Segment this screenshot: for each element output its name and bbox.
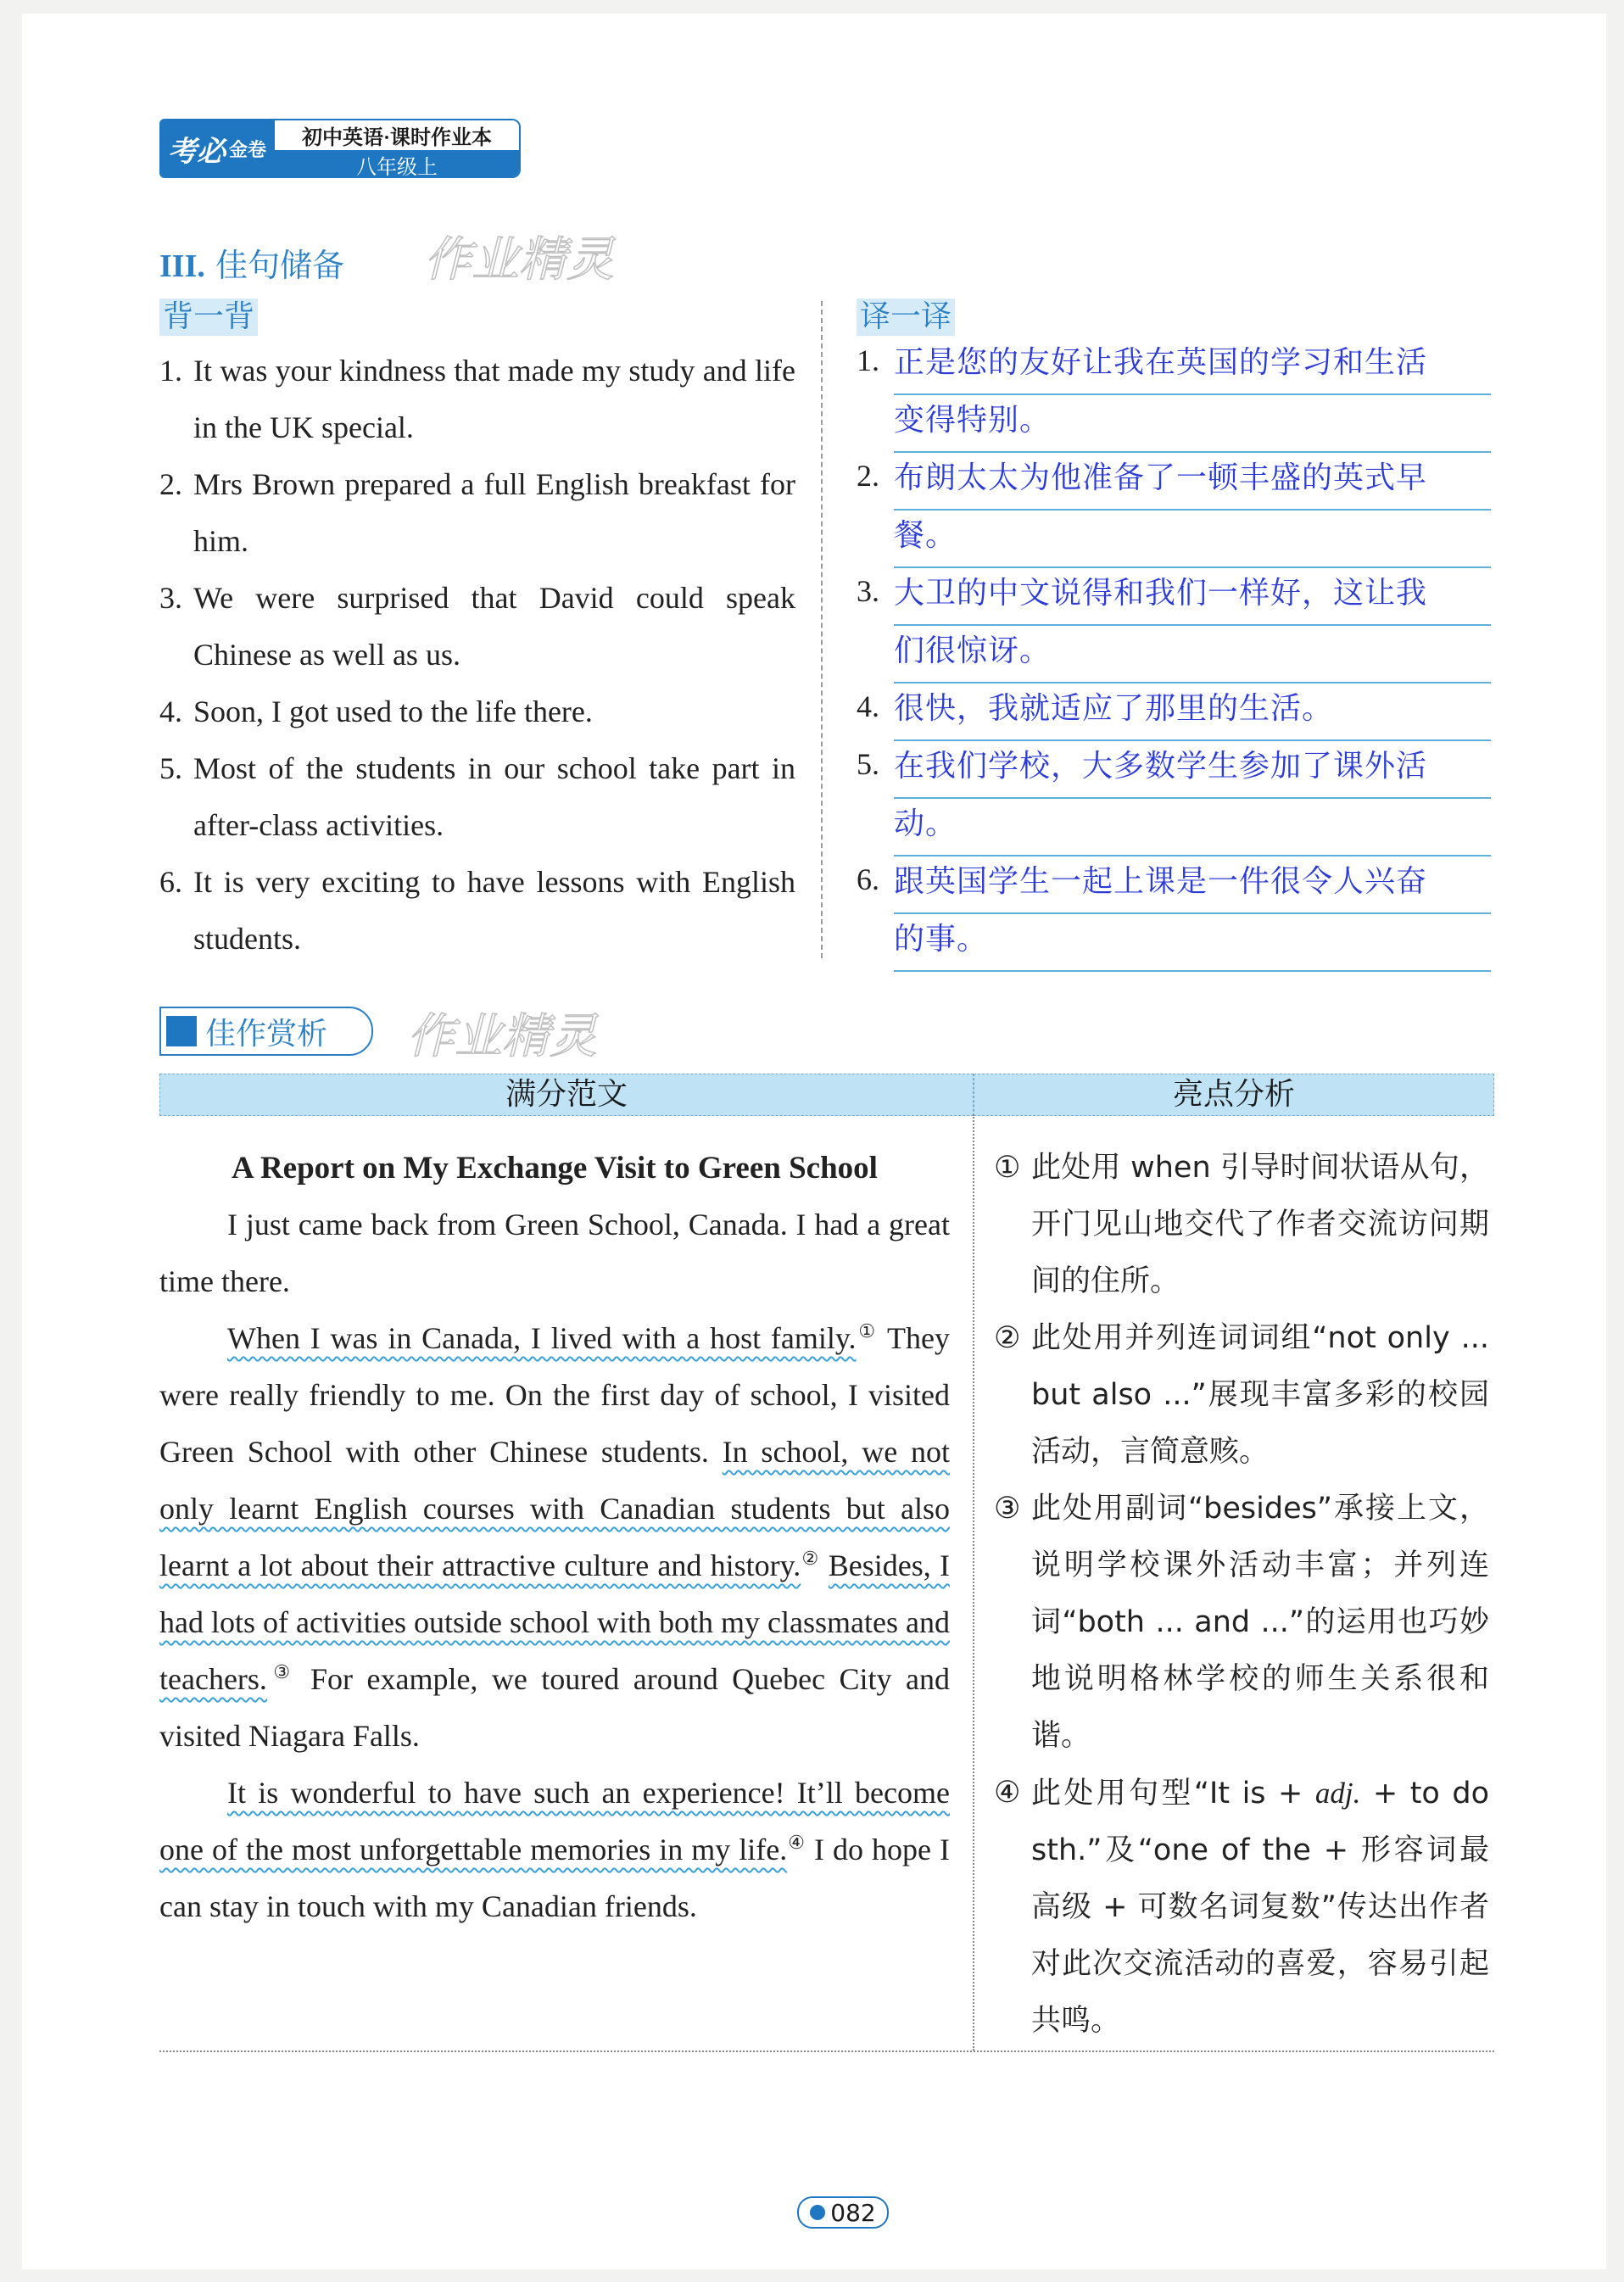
list-item: 5. 在我们学校，大多数学生参加了课外活 动。 [857, 741, 1491, 856]
highlighted-sentence: When I was in Canada, I lived with a host family. [227, 1321, 857, 1355]
table-header-essay: 满分范文 [159, 1074, 974, 1116]
highlighted-sentence: It is wonderful to have such an experience! It’ll become one of the most unforgettable memories in my life. [159, 1776, 950, 1866]
dot-icon [810, 2205, 825, 2220]
list-item: ② 此处用并列连词词组“not only ... but also ...”展现丰富多彩的校园活动，言简意赅。 [994, 1321, 1489, 1469]
list-item: 4. 很快，我就适应了那里的生活。 [857, 683, 1491, 741]
list-item: 5. Most of the students in our school take part in after-class activities. [159, 751, 795, 842]
table-divider [973, 1114, 974, 2050]
translation-list [857, 338, 1491, 972]
watermark: 作业精灵 [407, 1009, 597, 1064]
answer-line: 很快，我就适应了那里的生活。 [894, 683, 1491, 741]
essay-title: A Report on My Exchange Visit to Green School [232, 1151, 878, 1186]
page-number: 082 [797, 2196, 889, 2229]
english-sentence-list [159, 343, 795, 968]
list-item: 4. Soon, I got used to the life there. [159, 695, 593, 728]
book-title-box [275, 119, 521, 178]
list-item: ① 此处用 when 引导时间状语从句，开门见山地交代了作者交流访问期间的住所。 [994, 1151, 1489, 1298]
watermark: 作业精灵 [424, 232, 614, 287]
answer-line: 的事。 [894, 914, 1491, 972]
essay-paragraph: It is wonderful to have such an experience! It’ll become one of the most unforgettable memories in my life.④ I do hope I can stay in touch with my Canadian friends. [159, 1776, 950, 1923]
model-essay [159, 1140, 950, 1935]
list-item: 2. 布朗太太为他准备了一顿丰盛的英式早 餐。 [857, 453, 1491, 568]
book-header [159, 119, 521, 178]
list-item: 1. It was your kindness that made my study and life in the UK special. [159, 354, 795, 444]
answer-line: 餐。 [894, 511, 1491, 568]
grade-label: 八年级上 [275, 150, 519, 178]
answer-line: 跟英国学生一起上课是一件很令人兴奋 [894, 856, 1491, 914]
essay-paragraph: When I was in Canada, I lived with a host family.① They were really friendly to me. On the first day of school, I visited Green School with other Chinese students. In school, we not only learnt English courses with Canadian students but also learnt a lot about their attractive culture and history.② Besides, I had lots of activities outside school with both my classmates and teachers.③ For example, we toured around Quebec City and visited Niagara Falls. [159, 1320, 951, 1753]
list-item: 3. We were surprised that David could speak Chinese as well as us. [159, 581, 795, 672]
translate-heading: 译一译 [857, 299, 955, 336]
highlighted-sentence: Besides, I had lots of activities outside school with both my classmates and teachers. [159, 1548, 951, 1696]
square-icon [166, 1016, 197, 1046]
section-title [159, 239, 344, 286]
note-marker: ③ [266, 1661, 297, 1682]
publisher-logo [159, 119, 275, 178]
answer-line: 变得特别。 [894, 395, 1491, 453]
answer-line: 在我们学校，大多数学生参加了课外活 [894, 741, 1491, 799]
answer-line: 正是您的友好让我在英国的学习和生活 [894, 338, 1491, 395]
note-marker: ② [801, 1548, 820, 1569]
essay-paragraph: I just came back from Green School, Canada. I had a great time there. [159, 1208, 950, 1298]
analysis-list [994, 1140, 1489, 2050]
list-item: 6. 跟英国学生一起上课是一件很令人兴奋 的事。 [857, 856, 1491, 972]
recite-heading: 背一背 [159, 299, 258, 336]
column-divider [821, 301, 823, 958]
logo-text: 金卷 [228, 139, 266, 161]
essay-table [159, 1074, 1494, 2052]
section-number: III. [159, 248, 205, 284]
table-header-analysis: 亮点分析 [974, 1074, 1494, 1116]
list-item: 1. 正是您的友好让我在英国的学习和生活 变得特别。 [857, 338, 1491, 453]
list-item: 6. It is very exciting to have lessons with English students. [159, 865, 795, 956]
note-marker: ① [856, 1320, 878, 1342]
highlighted-sentence: In school, we not only learnt English courses with Canadian students but also learnt a lot about their attractive culture and history. [159, 1435, 950, 1582]
answer-line: 大卫的中文说得和我们一样好，这让我 [894, 568, 1491, 626]
section-name: 佳句储备 [215, 247, 344, 284]
answer-line: 布朗太太为他准备了一顿丰盛的英式早 [894, 453, 1491, 511]
list-item: 3. 大卫的中文说得和我们一样好，这让我 们很惊讶。 [857, 568, 1491, 683]
note-marker: ④ [787, 1832, 806, 1853]
logo-mark: 考必 [167, 134, 226, 169]
list-item: 2. Mrs Brown prepared a full English breakfast for him. [159, 467, 795, 558]
essay-section-title: 佳作赏析 [159, 1007, 373, 1056]
book-title: 初中英语·课时作业本 [275, 120, 519, 150]
answer-line: 动。 [894, 799, 1491, 856]
list-item: ③ 此处用副词“besides”承接上文，说明学校课外活动丰富；并列连词“both ... and ...”的运用也巧妙地说明格林学校的师生关系很和谐。 [994, 1492, 1489, 1753]
list-item: ④ 此处用句型“It is + adj. + to do sth.”及“one of the + 形容词最高级 + 可数名词复数”传达出作者对此次交流活动的喜爱，容易引起共鸣。 [994, 1776, 1489, 2038]
answer-line: 们很惊讶。 [894, 626, 1491, 683]
